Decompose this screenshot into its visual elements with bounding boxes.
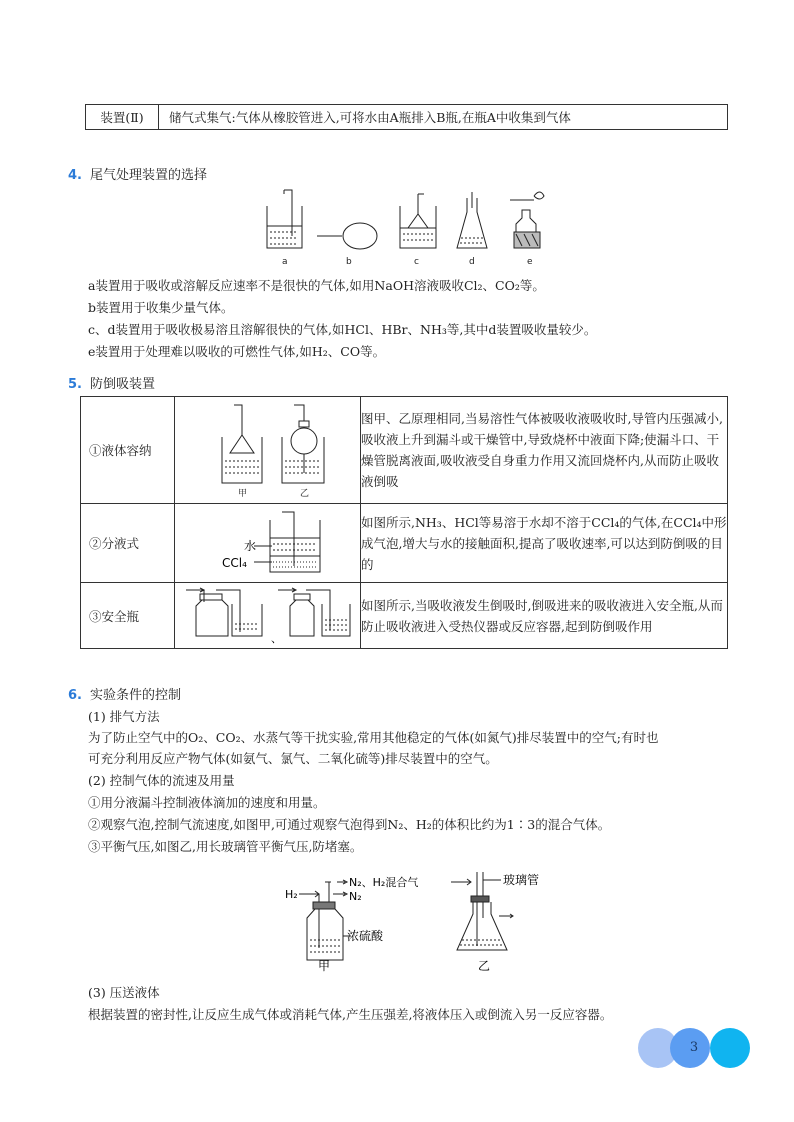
row-description: 图甲、乙原理相同,当易溶性气体被吸收液吸收时,导管内压强减小,吸收液上升到漏斗或干燥管中,导致烧杯中液面下降;使漏斗口、干燥管脱离液面,吸收液受自身重力作用又流回烧杯内,从而防止吸收液倒吸 — [361, 397, 728, 504]
label-water: 水 — [243, 538, 256, 553]
separator-mark: 、 — [270, 632, 282, 645]
section6-line: ②观察气泡,控制气流速度,如图甲,可通过观察气泡得到N₂、H₂的体积比约为1∶3的混合气体。 — [88, 817, 611, 832]
section5-heading — [68, 373, 155, 392]
section6-line: ①用分液漏斗控制液体滴加的速度和用量。 — [88, 795, 326, 810]
row-figure — [175, 397, 361, 504]
section4-heading — [68, 164, 207, 183]
section4-title: 尾气处理装置的选择 — [89, 168, 207, 183]
row-label: ②分液式 — [81, 504, 175, 583]
section6-heading — [68, 684, 181, 703]
row-description: 如图所示,当吸收液发生倒吸时,倒吸进来的吸收液进入安全瓶,从而防止吸收液进入受热仪器或反应容器,起到防倒吸作用 — [361, 583, 728, 649]
row-figure — [175, 583, 361, 649]
section5-number: 5. — [68, 377, 82, 392]
section6-line: 为了防止空气中的O₂、CO₂、水蒸气等干扰实验,常用其他稳定的气体(如氮气)排尽装置中的空气;有时也 — [88, 730, 659, 745]
label-mix: N₂、H₂混合气 — [349, 876, 419, 889]
label-n2: N₂ — [349, 890, 362, 903]
row-label: ③安全瓶 — [81, 583, 175, 649]
caption-c: c — [414, 257, 419, 267]
section4-line: a装置用于吸收或溶解反应速率不是很快的气体,如用NaOH溶液吸收Cl₂、CO₂等。 — [88, 278, 545, 293]
row-figure — [175, 504, 361, 583]
section4-number: 4. — [68, 168, 82, 183]
apparatus-a — [267, 190, 302, 248]
section4-line: e装置用于处理难以吸收的可燃性气体,如H₂、CO等。 — [88, 344, 386, 359]
table-row — [81, 397, 728, 504]
figure-liquid-containment — [178, 399, 358, 499]
anti-suckback-table — [80, 396, 728, 649]
label-glass-tube: 玻璃管 — [503, 873, 540, 887]
caption-yi: 乙 — [478, 959, 491, 973]
section6-tail-line: (3) 压送液体 — [88, 985, 160, 1000]
section6-line: (1) 排气方法 — [88, 709, 160, 724]
apparatus-b — [317, 223, 377, 249]
caption-a: a — [282, 257, 288, 267]
section4-line: c、d装置用于吸收极易溶且溶解很快的气体,如HCl、HBr、NH₃等,其中d装置吸收量较少。 — [88, 322, 597, 337]
section6-title: 实验条件的控制 — [89, 688, 181, 703]
section6-tail-line: 根据装置的密封性,让反应生成气体或消耗气体,产生压强差,将液体压入或倒流入另一反应容器。 — [88, 1007, 613, 1022]
caption-e: e — [527, 257, 533, 267]
caption-d: d — [469, 257, 475, 267]
table-row — [81, 583, 728, 649]
section6-number: 6. — [68, 688, 82, 703]
figure-safety-bottle — [178, 584, 358, 644]
section6-line: ③平衡气压,如图乙,用长玻璃管平衡气压,防堵塞。 — [88, 839, 363, 854]
section5-title: 防倒吸装置 — [89, 377, 155, 392]
apparatus-d — [457, 192, 487, 248]
row-description: 如图所示,NH₃、HCl等易溶于水却不溶于CCl₄的气体,在CCl₄中形成气泡,增大与水的接触面积,提高了吸收速率,可以达到防倒吸的目的 — [361, 504, 728, 583]
section6-line: 可充分利用反应产物气体(如氨气、氯气、二氧化硫等)排尽装置中的空气。 — [88, 751, 498, 766]
label-ccl4: CCl₄ — [221, 555, 247, 570]
figure-separation — [178, 506, 358, 578]
top-table-text: 储气式集气:气体从橡胶管进入,可将水由A瓶排入B瓶,在瓶A中收集到气体 — [159, 105, 728, 130]
label-h2: H₂ — [285, 888, 298, 901]
top-table — [85, 104, 728, 130]
row-label: ①液体容纳 — [81, 397, 175, 504]
section6-line: (2) 控制气体的流速及用量 — [88, 773, 235, 788]
section4-figure — [262, 188, 552, 270]
badge-circle-dark — [710, 1028, 750, 1068]
caption-jia: 甲 — [237, 488, 247, 499]
page-number-badge — [638, 1028, 752, 1068]
table-row — [81, 504, 728, 583]
caption-jia: 甲 — [318, 959, 331, 973]
caption-b: b — [346, 257, 352, 267]
top-table-label: 装置(Ⅱ) — [86, 105, 159, 130]
apparatus-e — [510, 192, 544, 248]
label-acid: 浓硫酸 — [347, 929, 384, 943]
caption-yi: 乙 — [299, 488, 309, 499]
page-number: 3 — [689, 1040, 699, 1055]
section6-figure — [285, 868, 575, 972]
section4-line: b装置用于收集少量气体。 — [88, 300, 234, 315]
apparatus-c — [400, 194, 436, 248]
